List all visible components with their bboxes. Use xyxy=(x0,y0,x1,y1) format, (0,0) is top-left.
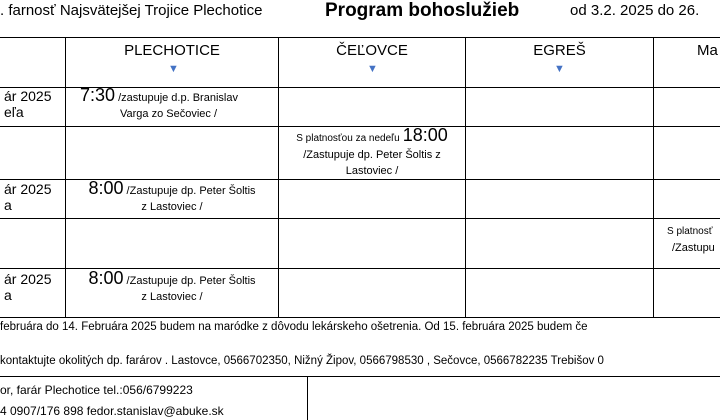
column-header-ma: Ma xyxy=(697,42,718,59)
mass-time: 7:30 xyxy=(80,85,116,105)
column-header-celovce: ČEĽOVCE xyxy=(336,42,408,59)
page-title: Program bohoslužieb xyxy=(325,0,520,21)
priest-phone-email: 4 0907/176 898 fedor.stanislav@abuke.sk xyxy=(0,404,224,418)
down-arrow-icon: ▼ xyxy=(168,63,179,75)
contacts-note: kontaktujte okolitých dp. farárov . Lastovce, 0566702350, Nižný Žipov, 0566798530 , Sečovce, 0566782235 Trebišov 0 xyxy=(0,355,604,367)
mass-entry-plechotice: 8:00 /Zastupuje dp. Peter Šoltis z Lastoviec / xyxy=(88,268,256,303)
mass-entry-ma: S platnosť /Zastupu xyxy=(667,226,715,254)
parish-name: . farnosť Najsvätejšej Trojice Plechotice xyxy=(0,2,263,19)
mass-time: 8:00 xyxy=(88,178,124,198)
absence-note: februára do 14. Februára 2025 budem na maródke z dôvodu lekárskeho ošetrenia. Od 15. februára 2025 budem če xyxy=(0,321,588,333)
down-arrow-icon: ▼ xyxy=(554,63,565,75)
mass-entry-celovce: S platnosťou za nedeľu 18:00 /Zastupuje dp. Peter Šoltis z Lastoviec / xyxy=(296,125,448,177)
priest-contact: or, farár Plechotice tel.:056/6799223 xyxy=(0,383,193,397)
row-date: ár 2025 a xyxy=(4,181,52,213)
mass-time: 18:00 xyxy=(402,125,448,145)
down-arrow-icon: ▼ xyxy=(367,63,378,75)
mass-entry-plechotice: 7:30 /zastupuje d.p. Branislav Varga zo Sečoviec / xyxy=(80,85,238,120)
column-header-egres: EGREŠ xyxy=(533,42,586,59)
row-date: ár 2025 a xyxy=(4,271,52,303)
mass-time: 8:00 xyxy=(88,268,124,288)
row-date: ár 2025 eľa xyxy=(4,88,52,120)
mass-entry-plechotice: 8:00 /Zastupuje dp. Peter Šoltis z Lastoviec / xyxy=(88,178,256,213)
column-header-plechotice: PLECHOTICE xyxy=(124,42,220,59)
date-range: od 3.2. 2025 do 26. xyxy=(570,2,700,19)
